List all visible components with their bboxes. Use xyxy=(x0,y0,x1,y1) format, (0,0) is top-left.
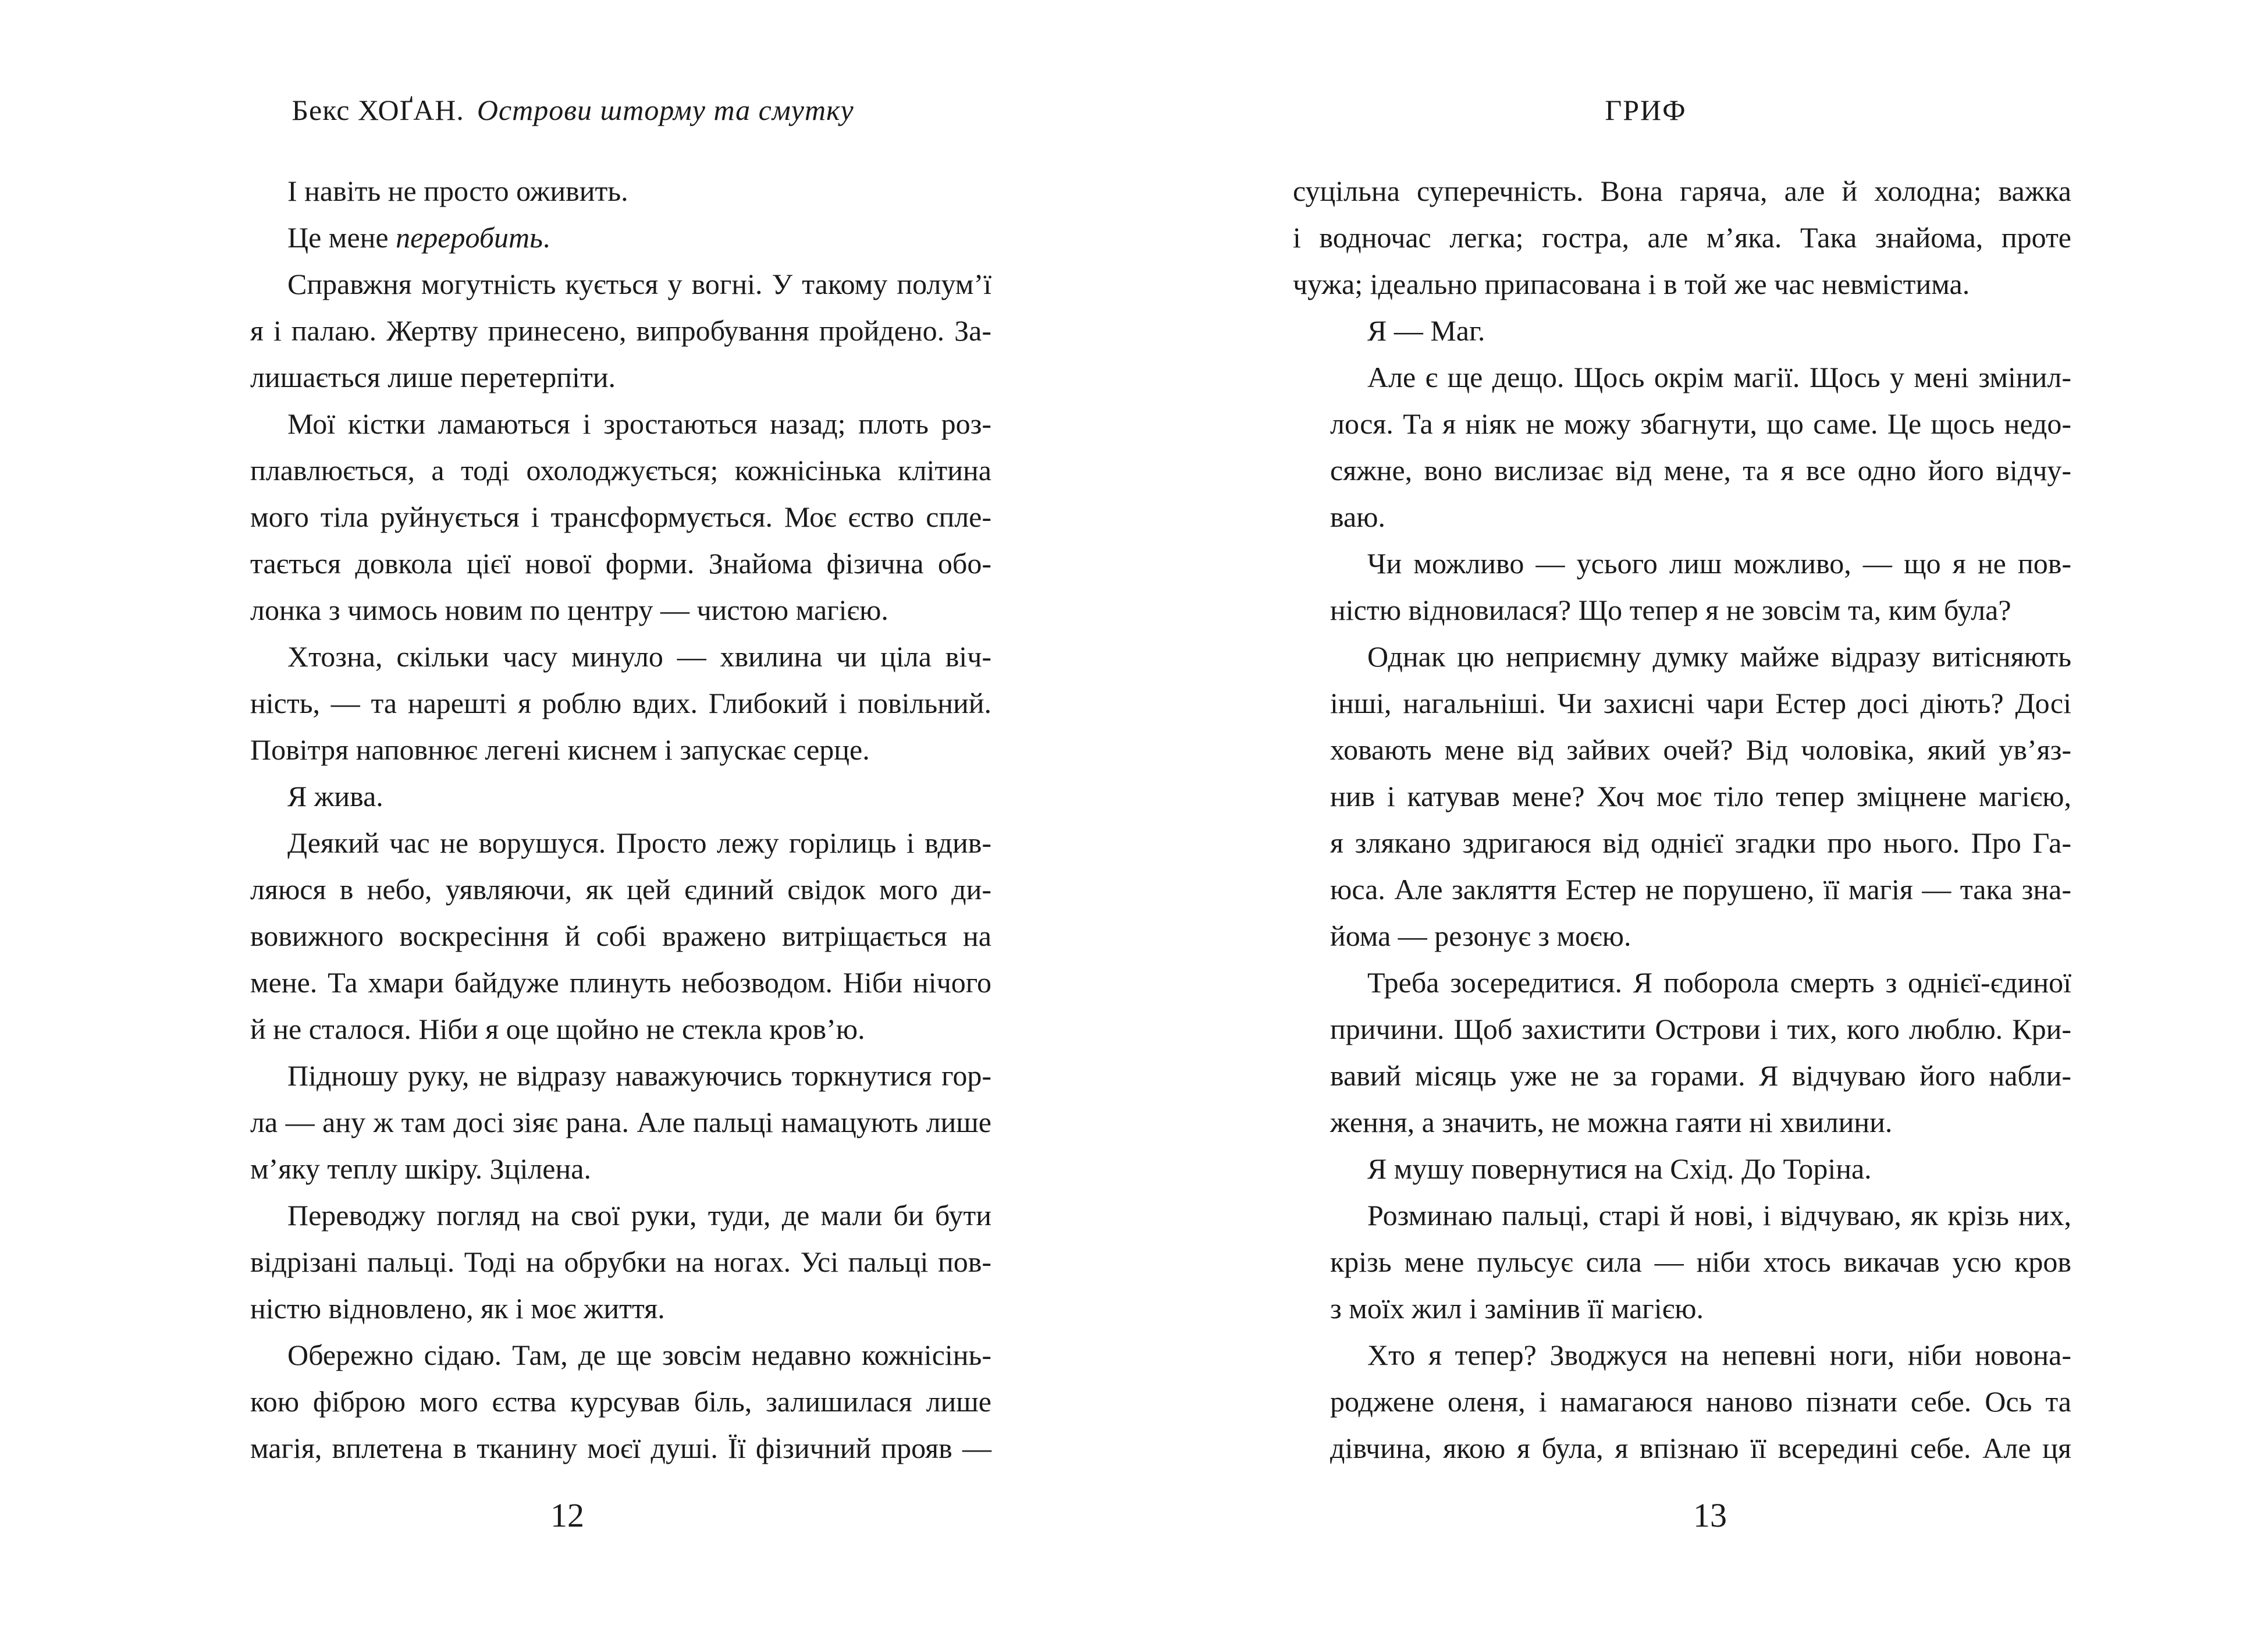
text-line: Чи можливо — усього лиш можливо, — що я не пов- xyxy=(1367,547,2071,580)
text-line: лося. Та я ніяк не можу збагнути, що саме. Це щось недо- xyxy=(1330,407,2071,440)
right-paragraph xyxy=(1293,540,2071,633)
right-body-text xyxy=(1293,168,2071,1471)
right-paragraph xyxy=(1293,1192,2071,1332)
page-number-left: 12 xyxy=(550,1496,584,1534)
text-line: І навіть не просто оживить. xyxy=(287,175,628,207)
text-line: інші, нагальніші. Чи захисні чари Естер досі діють? Досі xyxy=(1330,687,2071,719)
left-paragraph xyxy=(213,168,991,214)
text-line: мене. Та хмари байдуже плинуть небозводом. Ніби нічого xyxy=(250,966,991,999)
text-line: і водночас легка; гостра, але м’яка. Така знайома, проте xyxy=(1293,221,2071,254)
text-line: Деякий час не ворушуся. Просто лежу горілиць і вдив- xyxy=(287,826,991,859)
right-paragraph xyxy=(1293,168,2071,307)
text-line: Мої кістки ламаються і зростаються назад; плоть роз- xyxy=(287,407,991,440)
text-line: Підношу руку, не відразу наважуючись торкнутися гор- xyxy=(287,1059,991,1092)
page-number-right: 13 xyxy=(1693,1496,1727,1534)
text-line: ністю відновилася? Що тепер я не зовсім та, ким була? xyxy=(1330,594,2011,626)
text-line: крізь мене пульсує сила — ніби хтось викачав усю кров xyxy=(1330,1246,2071,1278)
text-run: . xyxy=(542,221,550,254)
left-paragraph xyxy=(213,1332,991,1471)
text-line: вавий місяць уже не за горами. Я відчуваю його набли- xyxy=(1330,1059,2071,1092)
text-run: Це мене xyxy=(287,221,396,254)
text-line: ність, — та нарешті я роблю вдих. Глибокий і повільний. xyxy=(250,687,991,719)
text-line: Переводжу погляд на свої руки, туди, де мали би бути xyxy=(287,1199,991,1232)
text-line: ження, а значить, не можна гаяти ні хвилини. xyxy=(1330,1106,1893,1138)
running-head-left xyxy=(0,93,1134,127)
text-line: Але є ще дещо. Щось окрім магії. Щось у мені змінил- xyxy=(1367,361,2071,393)
text-line: сяжне, воно вислизає від мене, та я все одно його відчу- xyxy=(1330,454,2071,487)
text-line: ла — ану ж там досі зіяє рана. Але пальці намацують лише xyxy=(250,1106,991,1138)
text-line: я злякано здригаюся від однієї згадки про нього. Про Га- xyxy=(1330,826,2071,859)
text-line xyxy=(213,214,991,261)
text-line: дівчина, якою я була, я впізнаю її всередині себе. Але ця xyxy=(1330,1432,2071,1464)
text-line: м’яку теплу шкіру. Зцілена. xyxy=(250,1152,591,1185)
running-head-author: Бекс ХОҐАН. xyxy=(292,94,464,126)
text-line: нив і катував мене? Хоч моє тіло тепер зміцнене магією, xyxy=(1330,780,2071,812)
text-line: Обережно сідаю. Там, де ще зовсім недавно кожнісінь- xyxy=(287,1339,991,1371)
text-line: ляюся в небо, уявляючи, як цей єдиний свідок мого ди- xyxy=(250,873,991,906)
text-line: кою фіброю мого єства курсував біль, залишилася лише xyxy=(250,1385,991,1418)
text-line: Хто я тепер? Зводжуся на непевні ноги, ніби новона- xyxy=(1367,1339,2071,1371)
text-line: Справжня могутність кується у вогні. У такому полум’ї xyxy=(287,268,991,300)
text-line: ваю. xyxy=(1330,501,1385,533)
text-line: Я мушу повернутися на Схід. До Торіна. xyxy=(1367,1152,1872,1185)
text-line: Я жива. xyxy=(287,780,383,812)
text-line: Хтозна, скільки часу минуло — хвилина чи ціла віч- xyxy=(287,640,991,673)
text-line: плавлюється, а тоді охолоджується; кожнісінька клітина xyxy=(250,454,991,487)
right-paragraph xyxy=(1293,633,2071,959)
left-paragraph xyxy=(213,261,991,400)
right-paragraph xyxy=(1293,1145,2071,1192)
left-paragraph xyxy=(213,1052,991,1192)
text-line: Повітря наповнює легені киснем і запускає серце. xyxy=(250,733,870,766)
left-paragraph xyxy=(213,819,991,1052)
text-line: юса. Але закляття Естер не порушено, її магія — така зна- xyxy=(1330,873,2071,906)
text-line: я і палаю. Жертву принесено, випробування пройдено. За- xyxy=(250,314,991,347)
text-line: магія, вплетена в тканину моєї душі. Її фізичний прояв — xyxy=(250,1432,991,1464)
text-line: чужа; ідеально припасована і в той же час невмістима. xyxy=(1293,268,1970,300)
left-paragraph xyxy=(213,214,991,261)
right-paragraph xyxy=(1293,959,2071,1145)
text-line: лишається лише перетерпіти. xyxy=(250,361,616,393)
right-paragraph xyxy=(1293,354,2071,540)
text-line: Треба зосередитися. Я поборола смерть з однієї-єдиної xyxy=(1367,966,2071,999)
text-line: суцільна суперечність. Вона гаряча, але й холодна; важка xyxy=(1293,175,2071,207)
text-line: вовижного воскресіння й собі вражено витріщається на xyxy=(250,920,991,952)
text-line: причини. Щоб захистити Острови і тих, кого люблю. Кри- xyxy=(1330,1013,2071,1045)
right-page xyxy=(1134,0,2268,1650)
text-line: відрізані пальці. Тоді на обрубки на ногах. Усі пальці пов- xyxy=(250,1246,991,1278)
running-head-right: ГРИФ xyxy=(1605,94,1687,126)
text-line: ховають мене від зайвих очей? Від чоловіка, який ув’яз- xyxy=(1330,733,2071,766)
running-head-title: Острови шторму та смутку xyxy=(477,94,854,126)
italic-text-run: переробить xyxy=(396,221,543,254)
text-line: лонка з чимось новим по центру — чистою магією. xyxy=(250,594,888,626)
text-line: з моїх жил і замінив її магією. xyxy=(1330,1292,1704,1325)
left-body-text xyxy=(213,168,991,1471)
text-line: Розминаю пальці, старі й нові, і відчуваю, як крізь них, xyxy=(1367,1199,2071,1232)
text-line: й не сталося. Ніби я оце щойно не стекла кров’ю. xyxy=(250,1013,865,1045)
left-paragraph xyxy=(213,633,991,773)
right-paragraph xyxy=(1293,1332,2071,1471)
right-paragraph xyxy=(1293,307,2071,354)
text-line: Однак цю неприємну думку майже відразу витісняють xyxy=(1367,640,2071,673)
text-line: тається довкола цієї нової форми. Знайома фізична обо- xyxy=(250,547,991,580)
text-line: йома — резонує з моєю. xyxy=(1330,920,1631,952)
left-paragraph xyxy=(213,1192,991,1332)
left-paragraph xyxy=(213,773,991,819)
text-line: мого тіла руйнується і трансформується. Моє єство спле- xyxy=(250,501,991,533)
text-line: роджене оленя, і намагаюся наново пізнати себе. Ось та xyxy=(1330,1385,2071,1418)
text-line: Я — Маг. xyxy=(1367,314,1485,347)
left-paragraph xyxy=(213,400,991,633)
text-line: ністю відновлено, як і моє життя. xyxy=(250,1292,665,1325)
